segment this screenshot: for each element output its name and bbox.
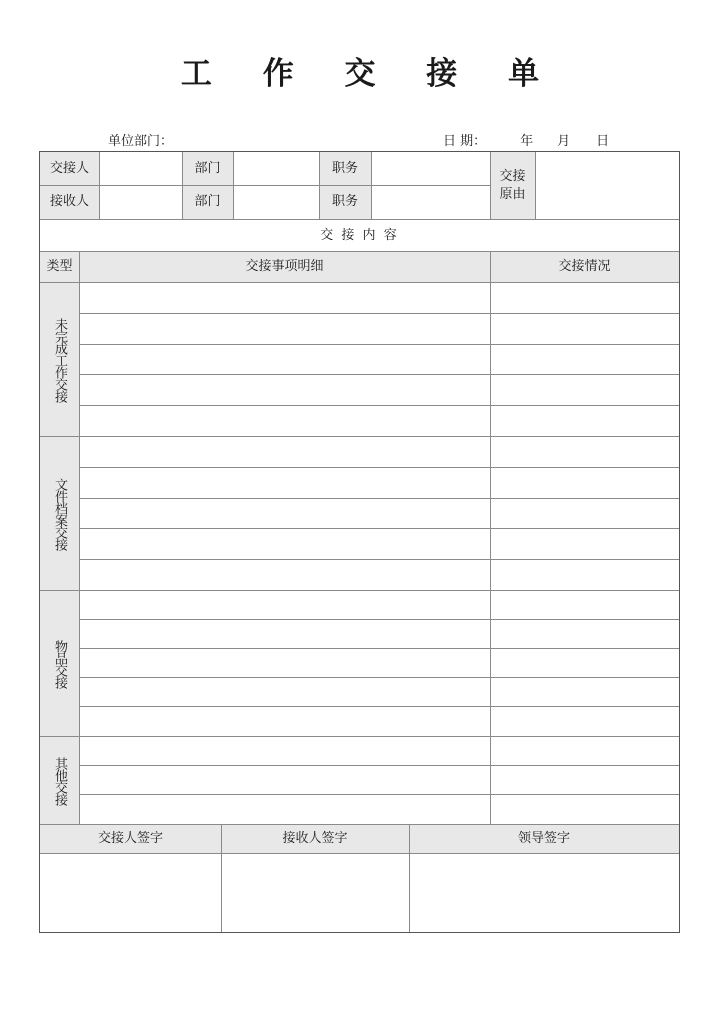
type-header: 类型 [40,252,79,282]
year-label: 年 [520,134,534,149]
status-cell[interactable] [491,620,678,647]
date-label: 日 期： [443,134,487,149]
detail-cell[interactable] [80,591,489,618]
receiver-signature-label: 接收人签字 [221,825,409,853]
handover-dept-label: 部门 [182,152,233,185]
handover-position-label: 职务 [319,152,371,185]
reason-label: 交接 原由 [490,152,535,219]
section-file-archives: 文件档案交接 [40,437,79,590]
receiver-dept-label: 部门 [182,185,233,219]
detail-cell[interactable] [80,679,489,706]
day-label: 日 [596,134,610,149]
status-cell[interactable] [491,766,678,793]
receiver-position-field[interactable] [371,185,490,219]
receiver-label: 接收人 [40,185,99,219]
handover-person-field[interactable] [99,152,182,185]
section-unfinished-work: 未完成工作交接 [40,283,79,436]
detail-cell[interactable] [80,406,489,435]
content-header: 交 接 内 容 [320,227,399,243]
detail-header: 交接事项明细 [79,252,490,282]
handover-person-label: 交接人 [40,152,99,185]
status-cell[interactable] [491,283,678,312]
status-header: 交接情况 [490,252,679,282]
detail-cell[interactable] [80,796,489,823]
handover-form [39,151,680,933]
status-cell[interactable] [491,437,678,466]
receiver-dept-field[interactable] [233,185,319,219]
handover-signature-field[interactable] [40,854,221,932]
detail-cell[interactable] [80,708,489,735]
leader-signature-label: 领导签字 [409,825,679,853]
receiver-position-label: 职务 [319,185,371,219]
detail-cell[interactable] [80,468,489,497]
month-label: 月 [557,134,571,149]
detail-cell[interactable] [80,499,489,528]
status-cell[interactable] [491,375,678,404]
section-other: 其他交接 [40,737,79,824]
status-cell[interactable] [491,591,678,618]
detail-cell[interactable] [80,314,489,343]
status-cell[interactable] [491,560,678,589]
detail-cell[interactable] [80,737,489,764]
handover-dept-field[interactable] [233,152,319,185]
date-line [443,130,609,149]
status-cell[interactable] [491,468,678,497]
status-cell[interactable] [491,406,678,435]
detail-cell[interactable] [80,766,489,793]
unit-dept-label: 单位部门： [108,134,174,149]
leader-signature-field[interactable] [409,854,679,932]
handover-position-field[interactable] [371,152,490,185]
section-items: 物品交接 [40,591,79,736]
status-cell[interactable] [491,796,678,823]
detail-cell[interactable] [80,375,489,404]
status-cell[interactable] [491,737,678,764]
detail-cell[interactable] [80,620,489,647]
detail-cell[interactable] [80,649,489,676]
receiver-field[interactable] [99,185,182,219]
status-cell[interactable] [491,679,678,706]
status-cell[interactable] [491,708,678,735]
receiver-signature-field[interactable] [221,854,409,932]
detail-cell[interactable] [80,283,489,312]
detail-cell[interactable] [80,345,489,374]
detail-cell[interactable] [80,560,489,589]
detail-cell[interactable] [80,529,489,558]
status-cell[interactable] [491,499,678,528]
status-cell[interactable] [491,345,678,374]
status-cell[interactable] [491,314,678,343]
form-title: 工 作 交 接 单 [180,56,560,92]
reason-field[interactable] [535,152,679,219]
status-cell[interactable] [491,649,678,676]
detail-cell[interactable] [80,437,489,466]
status-cell[interactable] [491,529,678,558]
handover-signature-label: 交接人签字 [40,825,221,853]
